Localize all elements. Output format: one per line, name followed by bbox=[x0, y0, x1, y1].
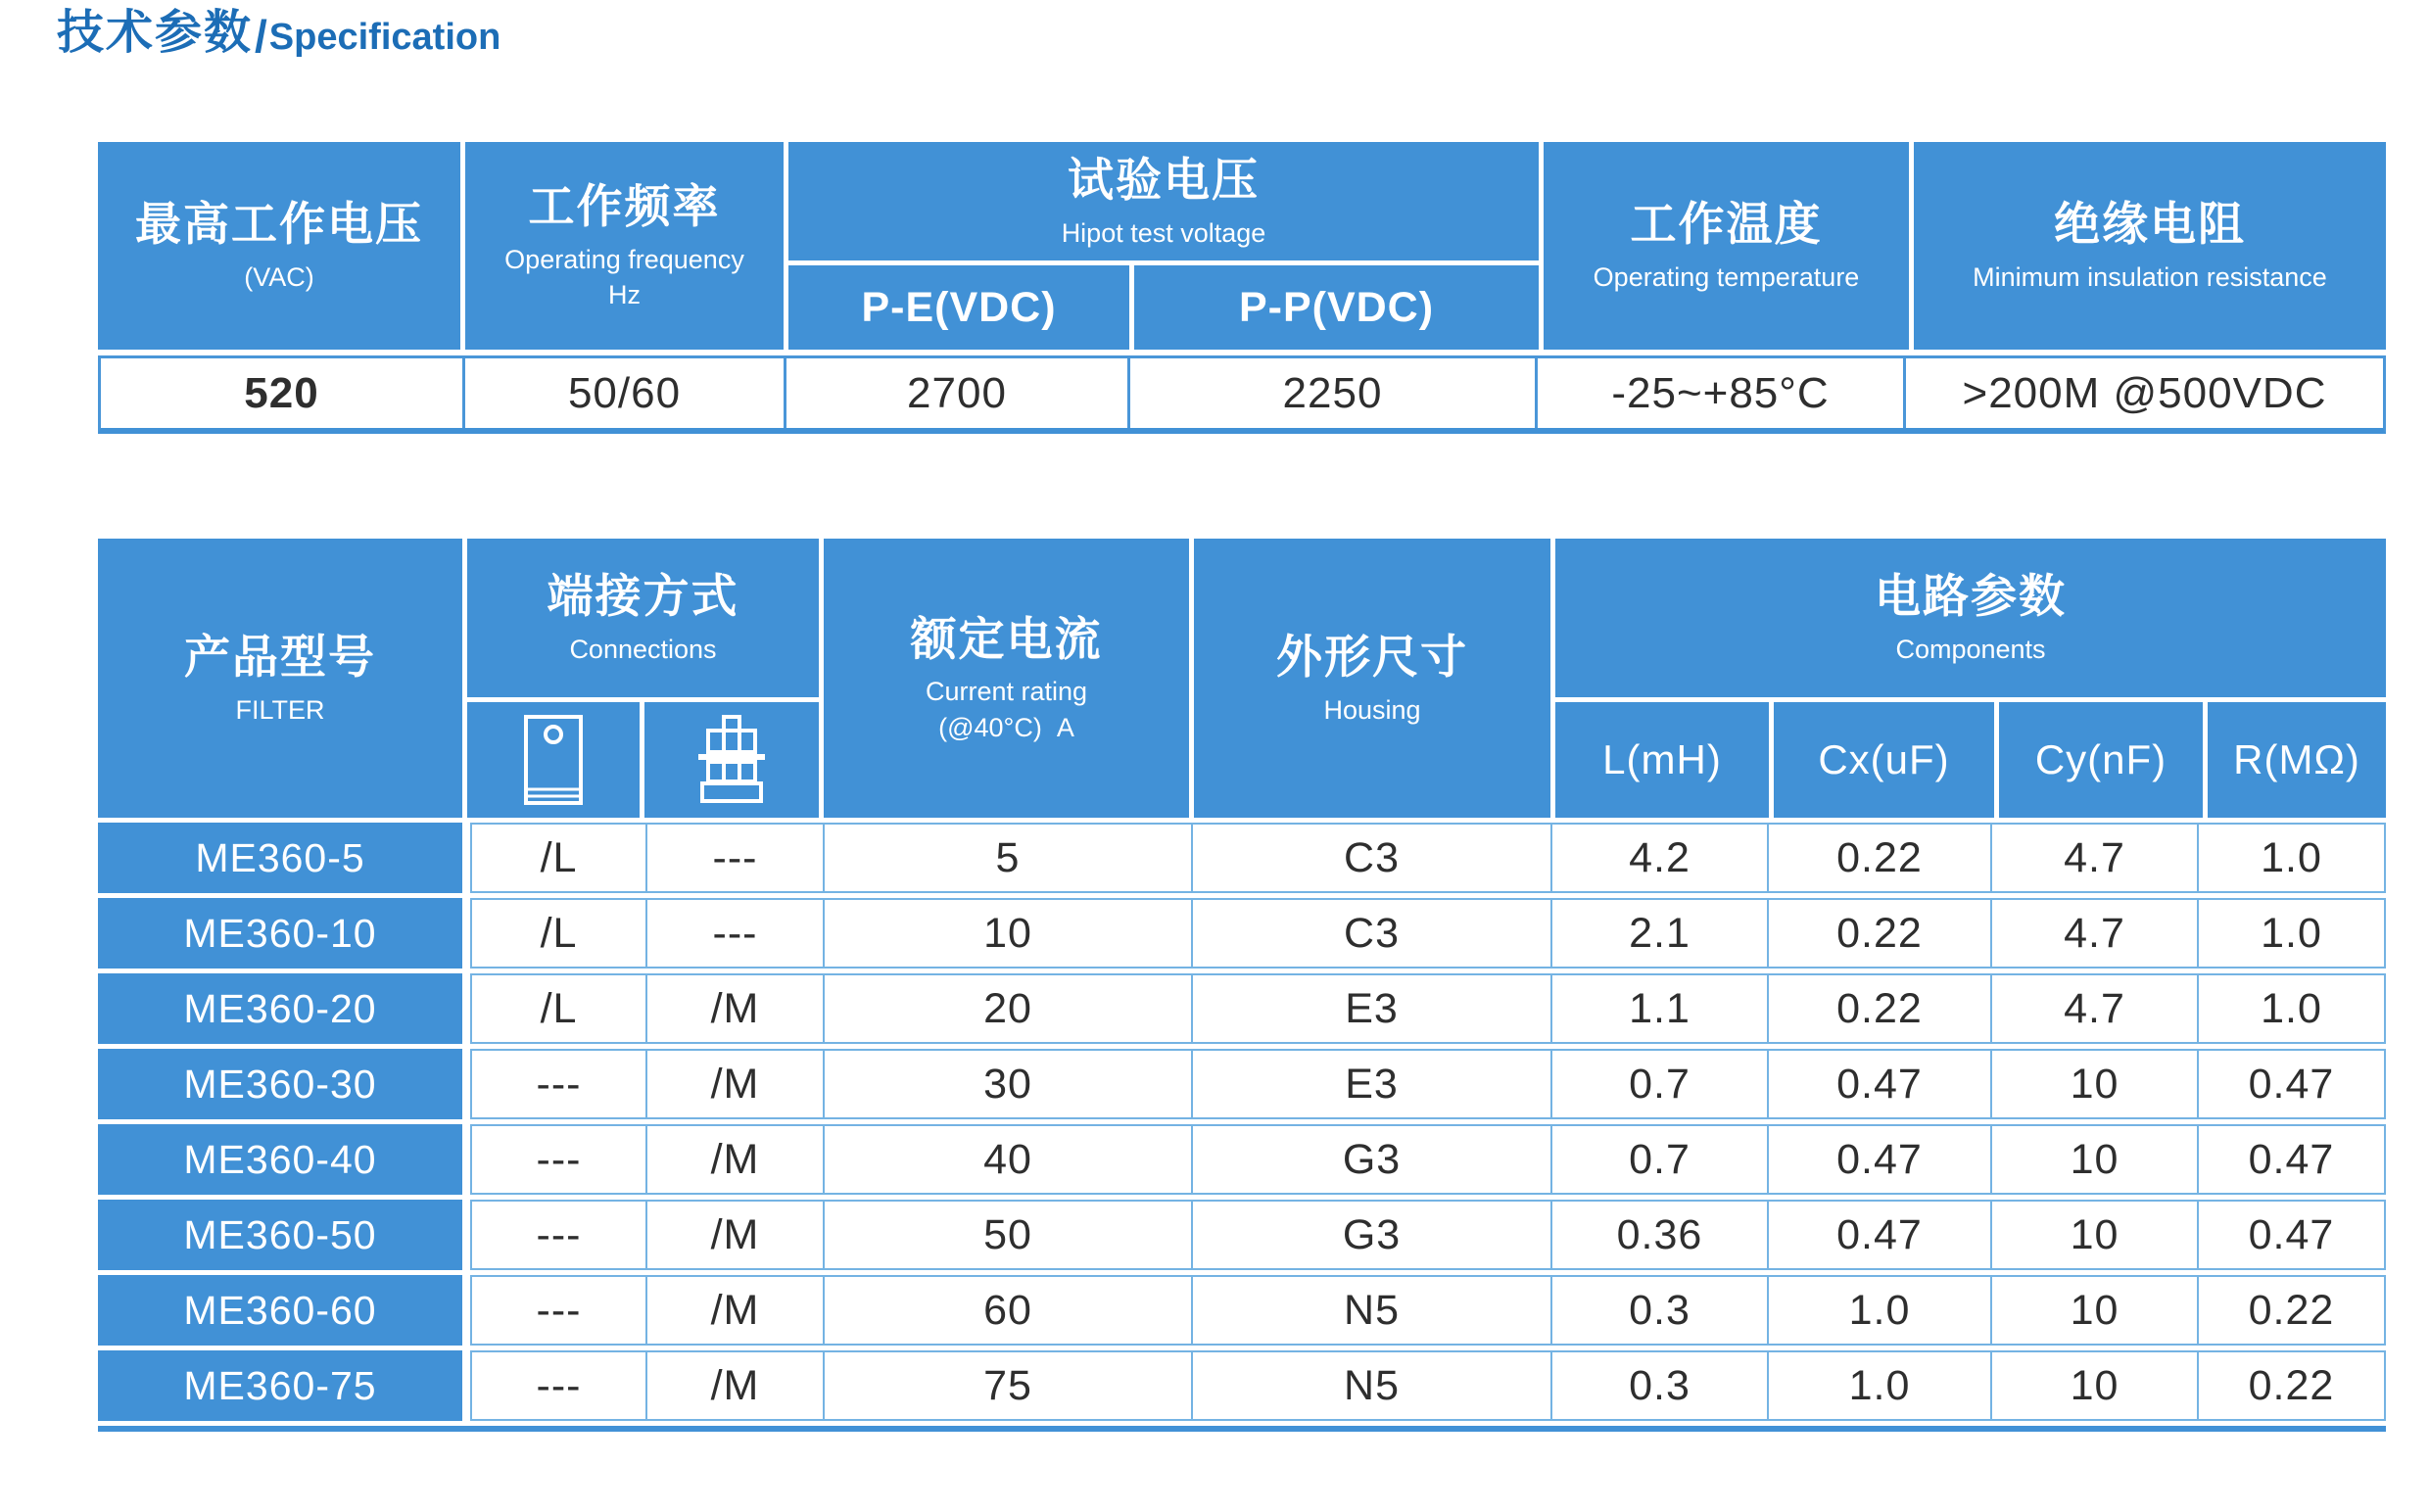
header-components-en: Components bbox=[1895, 635, 2046, 665]
cell-r: 0.47 bbox=[2197, 1126, 2384, 1193]
header-connections-en: Connections bbox=[569, 635, 717, 665]
header-temperature-cn: 工作温度 bbox=[1630, 198, 1823, 251]
header-current-en-line2: (@40°C) A bbox=[938, 712, 1074, 742]
cell-cx: 0.47 bbox=[1767, 1126, 1990, 1193]
header-current bbox=[824, 539, 1189, 818]
header-insulation-cn: 绝缘电阻 bbox=[2054, 198, 2246, 251]
spec-table-row bbox=[98, 355, 2386, 434]
row-values bbox=[470, 1200, 2386, 1270]
cell-cy: 10 bbox=[1990, 1352, 2197, 1419]
header-components-group bbox=[1555, 539, 2386, 697]
cell-conn1: /L bbox=[540, 984, 578, 1032]
header-pe-vdc-label: P-E(VDC) bbox=[861, 283, 1057, 331]
header-frequency-en-line1: Operating frequency bbox=[504, 244, 744, 274]
header-components-cn: 电路参数 bbox=[1875, 570, 2067, 623]
header-insulation-en: Minimum insulation resistance bbox=[1973, 262, 2327, 293]
filter-table-header bbox=[98, 539, 2386, 818]
cell-housing: G3 bbox=[1191, 1202, 1550, 1268]
header-connections-cn: 端接方式 bbox=[547, 570, 739, 623]
row-values bbox=[470, 823, 2386, 893]
row-values bbox=[470, 898, 2386, 969]
model-cell: ME360-50 bbox=[98, 1200, 462, 1270]
header-connection-type-1 bbox=[467, 702, 640, 818]
cell-conn1: /L bbox=[540, 909, 578, 957]
cell-housing: C3 bbox=[1191, 900, 1550, 967]
cell-housing: C3 bbox=[1191, 825, 1550, 891]
cell-cy: 10 bbox=[1990, 1202, 2197, 1268]
cell-conn1: --- bbox=[536, 1135, 582, 1183]
header-temperature bbox=[1544, 142, 1909, 350]
header-pe-vdc bbox=[788, 265, 1129, 350]
cell-cy: 10 bbox=[1990, 1126, 2197, 1193]
cell-cx: 0.47 bbox=[1767, 1202, 1990, 1268]
header-product-en: FILTER bbox=[235, 694, 325, 725]
cell-current: 75 bbox=[823, 1352, 1191, 1419]
page-title-en: Specification bbox=[268, 17, 501, 59]
header-connections-group bbox=[467, 539, 819, 697]
cell-l: 1.1 bbox=[1550, 975, 1767, 1042]
cell-conn2: /M bbox=[645, 1277, 823, 1344]
cell-conn1: --- bbox=[536, 1210, 582, 1258]
cell-conn2: /M bbox=[645, 975, 823, 1042]
terminal-block-icon bbox=[691, 713, 773, 807]
cell-r: 0.22 bbox=[2197, 1352, 2384, 1419]
value-frequency: 50/60 bbox=[462, 358, 784, 428]
header-col-cx bbox=[1774, 702, 1994, 818]
cell-r: 0.47 bbox=[2197, 1202, 2384, 1268]
page-title-cn: 技术参数 bbox=[57, 7, 254, 59]
filter-table bbox=[98, 539, 2386, 1432]
cell-cx: 0.22 bbox=[1767, 975, 1990, 1042]
cell-conn2: --- bbox=[645, 825, 823, 891]
header-max-voltage bbox=[98, 142, 460, 350]
cell-l: 4.2 bbox=[1550, 825, 1767, 891]
header-housing-cn: 外形尺寸 bbox=[1276, 630, 1468, 683]
cell-housing: N5 bbox=[1191, 1352, 1550, 1419]
cell-conn2: /M bbox=[645, 1202, 823, 1268]
cell-cx: 1.0 bbox=[1767, 1352, 1990, 1419]
table-row bbox=[98, 1275, 2386, 1346]
cell-current: 20 bbox=[823, 975, 1191, 1042]
cell-current: 10 bbox=[823, 900, 1191, 967]
header-temperature-en: Operating temperature bbox=[1593, 262, 1860, 293]
header-hipot-en: Hipot test voltage bbox=[1061, 217, 1266, 248]
cell-current: 5 bbox=[823, 825, 1191, 891]
header-pp-vdc-label: P-P(VDC) bbox=[1238, 283, 1435, 331]
header-housing-en: Housing bbox=[1323, 694, 1421, 725]
cell-cy: 4.7 bbox=[1990, 900, 2197, 967]
cell-conn2: --- bbox=[645, 900, 823, 967]
cell-l: 0.7 bbox=[1550, 1051, 1767, 1117]
cell-housing: G3 bbox=[1191, 1126, 1550, 1193]
header-max-voltage-cn: 最高工作电压 bbox=[135, 198, 423, 251]
header-max-voltage-en: (VAC) bbox=[244, 262, 314, 293]
header-current-cn: 额定电流 bbox=[910, 612, 1103, 665]
header-frequency-en bbox=[504, 242, 744, 313]
header-col-r bbox=[2208, 702, 2386, 818]
table-row bbox=[98, 1124, 2386, 1195]
page-title-slash: / bbox=[255, 10, 267, 62]
cell-r: 1.0 bbox=[2197, 900, 2384, 967]
row-values bbox=[470, 973, 2386, 1044]
row-values bbox=[470, 1275, 2386, 1346]
header-housing bbox=[1194, 539, 1550, 818]
header-col-cy bbox=[1999, 702, 2203, 818]
header-product bbox=[98, 539, 462, 818]
value-insulation: >200M @500VDC bbox=[1903, 358, 2383, 428]
filter-table-body bbox=[98, 823, 2386, 1421]
cell-cx: 0.22 bbox=[1767, 900, 1990, 967]
model-cell: ME360-5 bbox=[98, 823, 462, 893]
header-col-l bbox=[1555, 702, 1769, 818]
value-pp-vdc: 2250 bbox=[1127, 358, 1535, 428]
cell-conn2: /M bbox=[645, 1126, 823, 1193]
cell-current: 30 bbox=[823, 1051, 1191, 1117]
header-pp-vdc bbox=[1134, 265, 1539, 350]
cell-conn1: --- bbox=[536, 1361, 582, 1409]
header-hipot-cn: 试验电压 bbox=[1068, 153, 1260, 206]
cell-cx: 1.0 bbox=[1767, 1277, 1990, 1344]
spec-table-header bbox=[98, 142, 2386, 350]
header-product-cn: 产品型号 bbox=[184, 630, 376, 683]
cell-current: 40 bbox=[823, 1126, 1191, 1193]
cell-conn2: /M bbox=[645, 1051, 823, 1117]
header-col-r-label: R(MΩ) bbox=[2233, 736, 2360, 782]
value-pe-vdc: 2700 bbox=[784, 358, 1127, 428]
spec-table bbox=[98, 142, 2386, 434]
table-bottom-border bbox=[98, 1426, 2386, 1432]
header-connection-type-2 bbox=[644, 702, 819, 818]
table-row bbox=[98, 898, 2386, 969]
header-col-cy-label: Cy(nF) bbox=[2034, 736, 2167, 782]
header-current-en-line1: Current rating bbox=[925, 677, 1088, 707]
cell-current: 60 bbox=[823, 1277, 1191, 1344]
header-hipot-group bbox=[788, 142, 1539, 260]
table-row bbox=[98, 973, 2386, 1044]
model-cell: ME360-40 bbox=[98, 1124, 462, 1195]
model-cell: ME360-75 bbox=[98, 1350, 462, 1421]
wire-lead-terminal-icon bbox=[518, 713, 589, 807]
cell-r: 1.0 bbox=[2197, 825, 2384, 891]
cell-l: 0.3 bbox=[1550, 1352, 1767, 1419]
cell-cy: 4.7 bbox=[1990, 825, 2197, 891]
value-temperature: -25~+85°C bbox=[1535, 358, 1903, 428]
header-col-cx-label: Cx(uF) bbox=[1818, 736, 1950, 782]
model-cell: ME360-20 bbox=[98, 973, 462, 1044]
cell-housing: E3 bbox=[1191, 1051, 1550, 1117]
cell-r: 0.22 bbox=[2197, 1277, 2384, 1344]
cell-housing: E3 bbox=[1191, 975, 1550, 1042]
cell-conn1: --- bbox=[536, 1060, 582, 1108]
cell-conn1: /L bbox=[540, 833, 578, 881]
cell-r: 1.0 bbox=[2197, 975, 2384, 1042]
header-frequency-cn: 工作频率 bbox=[528, 180, 721, 233]
cell-l: 2.1 bbox=[1550, 900, 1767, 967]
cell-l: 0.7 bbox=[1550, 1126, 1767, 1193]
cell-conn2: /M bbox=[645, 1352, 823, 1419]
cell-cx: 0.22 bbox=[1767, 825, 1990, 891]
table-row bbox=[98, 1200, 2386, 1270]
cell-l: 0.36 bbox=[1550, 1202, 1767, 1268]
cell-conn1: --- bbox=[536, 1286, 582, 1334]
cell-current: 50 bbox=[823, 1202, 1191, 1268]
header-insulation bbox=[1914, 142, 2386, 350]
table-row bbox=[98, 1350, 2386, 1421]
cell-r: 0.47 bbox=[2197, 1051, 2384, 1117]
value-max-voltage: 520 bbox=[244, 368, 319, 417]
header-col-l-label: L(mH) bbox=[1602, 736, 1722, 782]
page-title bbox=[57, 8, 500, 60]
table-row bbox=[98, 823, 2386, 893]
header-frequency-en-line2: Hz bbox=[608, 280, 641, 310]
model-cell: ME360-30 bbox=[98, 1049, 462, 1119]
cell-cy: 10 bbox=[1990, 1051, 2197, 1117]
cell-cy: 10 bbox=[1990, 1277, 2197, 1344]
cell-housing: N5 bbox=[1191, 1277, 1550, 1344]
row-values bbox=[470, 1124, 2386, 1195]
header-current-en bbox=[926, 674, 1087, 745]
table-row bbox=[98, 1049, 2386, 1119]
cell-cy: 4.7 bbox=[1990, 975, 2197, 1042]
row-values bbox=[470, 1350, 2386, 1421]
model-cell: ME360-60 bbox=[98, 1275, 462, 1346]
row-values bbox=[470, 1049, 2386, 1119]
cell-l: 0.3 bbox=[1550, 1277, 1767, 1344]
header-frequency bbox=[465, 142, 784, 350]
model-cell: ME360-10 bbox=[98, 898, 462, 969]
cell-cx: 0.47 bbox=[1767, 1051, 1990, 1117]
